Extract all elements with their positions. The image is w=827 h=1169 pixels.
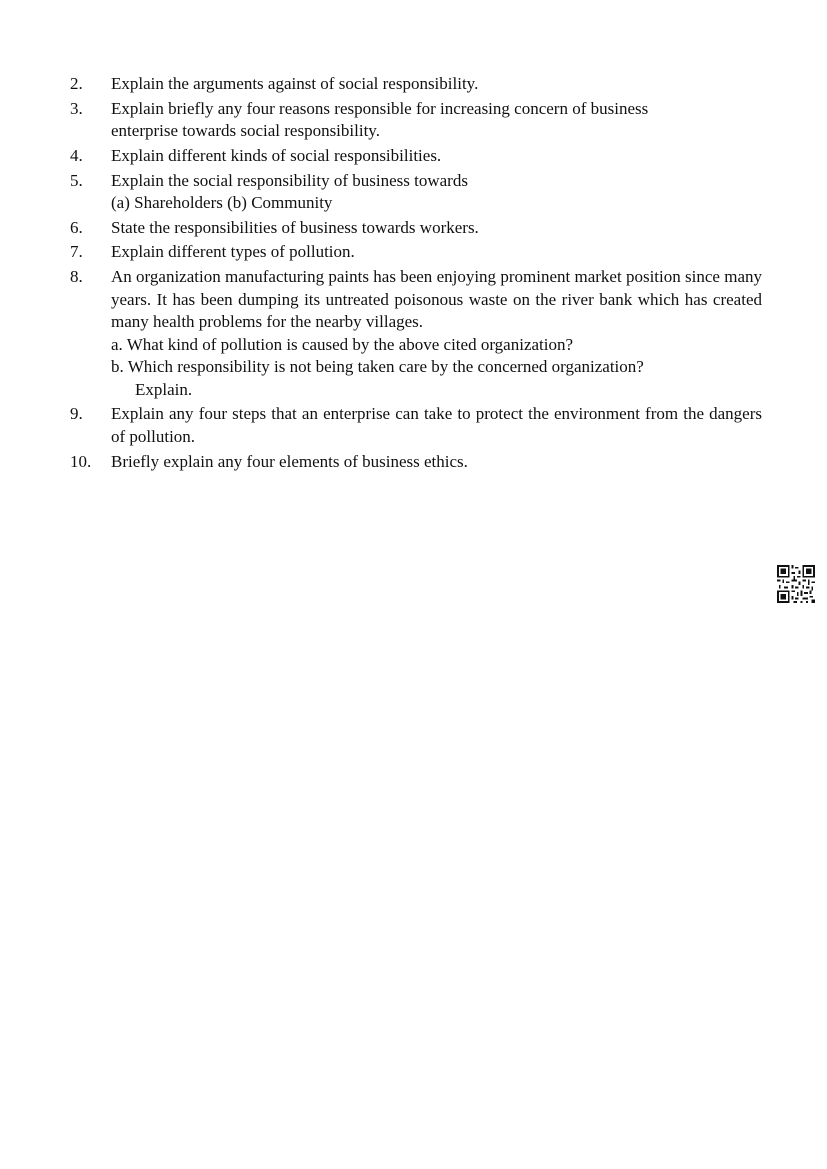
question-number: 6. [70, 217, 83, 237]
sub-question-a: a. What kind of pollution is caused by the above cited organization? [111, 334, 574, 354]
question-number: 2. [70, 74, 83, 93]
question-text: Explain different kinds of social responsibilities. [111, 145, 442, 165]
question-text: Explain the arguments against of social responsibility. [111, 74, 479, 93]
question-options: (a) Shareholders (b) Community [111, 193, 333, 213]
question-6 [70, 217, 762, 240]
question-text: Explain the social responsibility of business towards [111, 170, 468, 190]
question-4 [70, 145, 762, 168]
question-number: 5. [70, 170, 83, 190]
question-9 [70, 403, 762, 448]
question-3 [70, 98, 762, 143]
sub-question-b-continuation: Explain. [135, 379, 193, 399]
question-text: State the responsibilities of business towards workers. [111, 217, 479, 237]
question-text: Explain different types of pollution. [111, 242, 355, 262]
question-number: 3. [70, 98, 83, 118]
question-5 [70, 170, 762, 215]
question-text: Explain any four steps that an enterprise can take to protect the environment from the dangers of pollution. [111, 404, 762, 446]
question-2 [70, 73, 762, 96]
question-text: An organization manufacturing paints has been enjoying prominent market position since many years. It has been dumping its untreated poisonous waste on the river bank which has created many health problems for the nearby villages. [111, 267, 762, 332]
question-number: 7. [70, 242, 83, 262]
question-number: 4. [70, 145, 83, 165]
question-list [70, 73, 762, 475]
sub-question-b: b. Which responsibility is not being taken care by the concerned organization? [111, 357, 644, 377]
question-7 [70, 241, 762, 264]
question-number: 10. [70, 451, 92, 471]
question-number: 9. [70, 404, 83, 424]
question-10 [70, 451, 762, 474]
question-text: enterprise towards social responsibility. [111, 121, 380, 141]
question-8 [70, 266, 762, 401]
question-number: 8. [70, 267, 83, 287]
question-text: Explain briefly any four reasons responsible for increasing concern of business [111, 98, 649, 118]
qr-code-icon[interactable] [777, 565, 815, 603]
question-text: Briefly explain any four elements of business ethics. [111, 451, 468, 471]
